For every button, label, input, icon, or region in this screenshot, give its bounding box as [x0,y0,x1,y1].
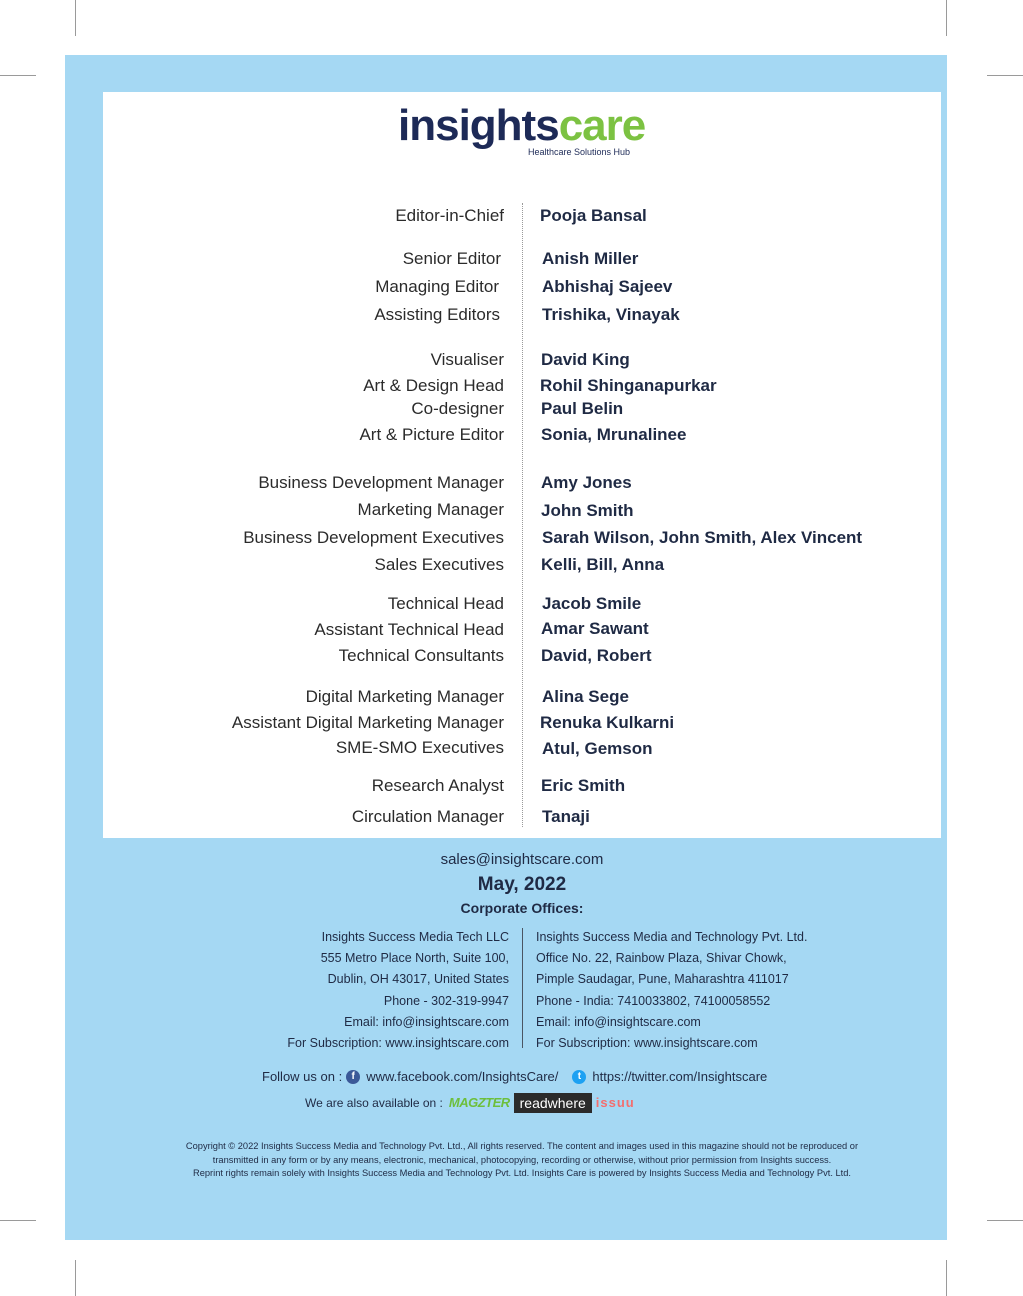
crop-mark [0,1220,36,1221]
staff-name: Jacob Smile [542,594,642,613]
role-label: Co-designer [411,399,504,418]
staff-name: Anish Miller [542,249,639,268]
crop-mark [987,1220,1023,1221]
crop-mark [946,0,947,36]
office-line: Insights Success Media and Technology Pvt. Ltd. [536,930,808,944]
role-label: Assisting Editors [374,305,500,324]
role-label: Art & Picture Editor [359,425,504,444]
role-label: Marketing Manager [357,500,504,519]
twitter-link[interactable]: https://twitter.com/Insightscare [592,1069,768,1084]
office-divider [522,928,523,1048]
staff-name: David, Robert [541,646,652,665]
role-label: Circulation Manager [351,807,504,826]
staff-name: Pooja Bansal [540,206,647,225]
crop-mark [75,1260,76,1296]
role-label: Research Analyst [371,776,504,795]
copyright-notice [103,1140,941,1181]
role-label: Business Development Executives [243,528,504,547]
facebook-icon[interactable]: f [346,1070,360,1084]
logo-text-insights: insights [398,101,559,150]
issue-date: May, 2022 [477,874,567,895]
office-line: Office No. 22, Rainbow Plaza, Shivar Chowk, [536,951,787,966]
staff-name: Paul Belin [541,399,624,418]
staff-name: David King [541,350,630,369]
office-subscription-link[interactable]: For Subscription: www.insightscare.com [287,1036,509,1051]
logo-text-care: care [558,101,646,150]
office-line: Insights Success Media Tech LLC [321,930,509,944]
office-line: Pimple Saudagar, Pune, Maharashtra 411017 [536,972,789,987]
crop-mark [75,0,76,36]
available-on-row [305,1093,639,1113]
office-us [287,927,509,1054]
staff-name: Sonia, Mrunalinee [541,425,687,444]
staff-name: Abhishaj Sajeev [542,277,673,296]
role-label: Digital Marketing Manager [305,687,504,706]
magzter-logo[interactable]: MAGZTER [448,1095,510,1110]
role-label: Assistant Technical Head [314,620,504,639]
crop-mark [0,75,36,76]
office-line: Phone - 302-319-9947 [383,993,509,1008]
issuu-logo[interactable]: issuu [595,1095,635,1110]
role-label: Visualiser [430,350,504,369]
copyright-line: Copyright © 2022 Insights Success Media and Technology Pvt. Ltd., All rights reserved. The content and images used in this magazine should not be reproduced or [185,1141,859,1151]
staff-name: Eric Smith [541,776,626,795]
facebook-link[interactable]: www.facebook.com/InsightsCare/ [366,1069,559,1084]
crop-mark [987,75,1023,76]
available-label: We are also available on : [305,1096,443,1110]
follow-label: Follow us on : [262,1069,343,1084]
role-label: Technical Consultants [338,646,504,665]
follow-us-row [262,1069,767,1084]
role-label: Editor-in-Chief [395,206,504,225]
staff-name: Trishika, Vinayak [542,305,680,324]
role-label: Assistant Digital Marketing Manager [231,713,504,732]
office-line: Dublin, OH 43017, United States [327,972,509,987]
staff-name: Alina Sege [542,687,629,706]
office-line: 555 Metro Place North, Suite 100, [320,951,509,966]
role-label: Senior Editor [402,249,501,268]
role-label: Art & Design Head [363,376,504,395]
readwhere-logo[interactable]: readwhere [514,1093,592,1113]
staff-name: Amy Jones [541,473,632,492]
staff-name: Atul, Gemson [542,739,653,758]
sales-email[interactable]: sales@insightscare.com [440,851,604,868]
role-label: Business Development Manager [258,473,504,492]
role-label: SME-SMO Executives [335,738,504,757]
masthead-divider [522,203,523,827]
offices-heading: Corporate Offices: [460,900,584,916]
staff-name: Sarah Wilson, John Smith, Alex Vincent [542,528,863,547]
staff-name: Renuka Kulkarni [540,713,675,732]
staff-name: John Smith [541,501,634,520]
office-email[interactable]: Email: info@insightscare.com [344,1014,509,1029]
role-label: Sales Executives [374,555,504,574]
office-email[interactable]: Email: info@insightscare.com [536,1014,701,1029]
staff-name: Kelli, Bill, Anna [541,555,665,574]
copyright-line: transmitted in any form or by any means, electronic, mechanical, photocopying, recording or otherwise, without prior permission from Insights success. [212,1154,832,1165]
office-india [536,927,807,1054]
office-line: Phone - India: 7410033802, 74100058552 [536,993,771,1008]
staff-name: Tanaji [542,807,590,826]
copyright-line: Reprint rights remain solely with Insights Success Media and Technology Pvt. Ltd. Insights Care is powered by Insights Success Media and Technology Pvt. Ltd. [192,1168,851,1179]
staff-name: Rohil Shinganapurkar [540,376,717,395]
office-subscription-link[interactable]: For Subscription: www.insightscare.com [536,1036,758,1051]
staff-name: Amar Sawant [541,619,649,638]
role-label: Technical Head [387,594,504,613]
brand-logo [398,101,648,160]
twitter-icon[interactable]: t [572,1070,586,1084]
logo-tagline: Healthcare Solutions Hub [528,147,631,157]
role-label: Managing Editor [375,277,499,296]
crop-mark [946,1260,947,1296]
